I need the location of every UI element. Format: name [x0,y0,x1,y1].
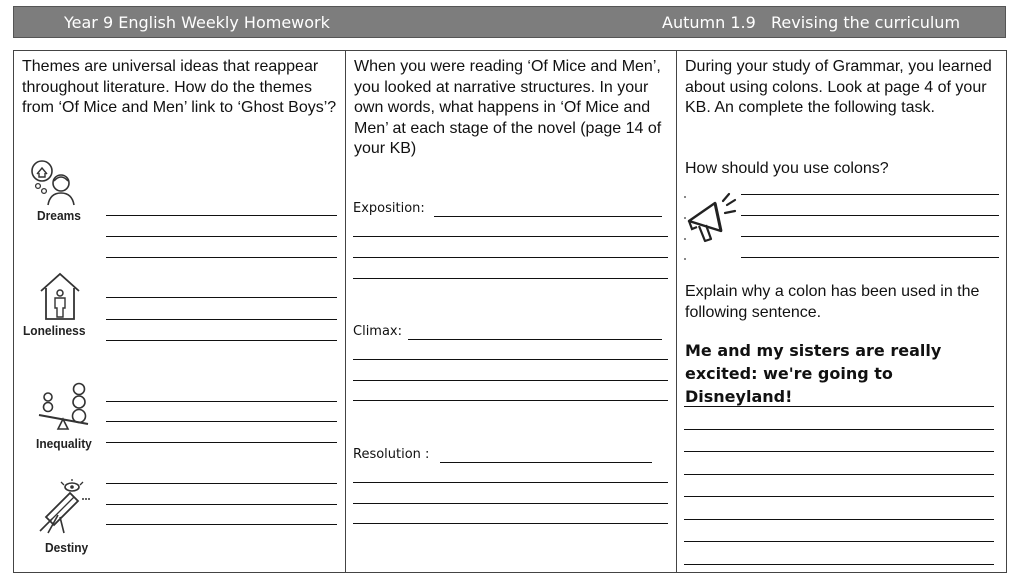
destiny-answer-line[interactable] [106,483,337,484]
explain-answer-line[interactable] [684,564,994,565]
climax-answer-line[interactable] [353,359,668,360]
homework-grid [13,50,1007,573]
colon-explain-question: Explain why a colon has been used in the following sentence. [685,283,980,321]
colon-usage-answer-line[interactable] [741,257,999,258]
loneliness-answer-line[interactable] [106,319,337,320]
grammar-column [677,51,1006,572]
resolution-answer-line[interactable] [353,523,668,524]
resolution-answer-line[interactable] [353,503,668,504]
explain-answer-line[interactable] [684,474,994,475]
topic-label: Revising the curriculum [771,13,961,32]
inequality-answer-line[interactable] [106,442,337,443]
colon-usage-answer-line[interactable] [741,215,999,216]
stage-label-exposition: Exposition: [353,201,425,216]
explain-answer-line[interactable] [684,429,994,430]
example-sentence: Me and my sisters are really excited: we're going to Disneyland! [685,341,942,406]
header-bar [13,6,1006,38]
explain-answer-line[interactable] [684,496,994,497]
term-label: Autumn 1.9 [662,13,756,32]
stage-label-resolution: Resolution : [353,447,430,462]
theme-label-dreams: Dreams [37,208,81,223]
exposition-answer-line[interactable] [353,236,668,237]
theme-label-inequality: Inequality [36,436,92,451]
inequality-answer-line[interactable] [106,401,337,402]
theme-label-destiny: Destiny [45,540,89,555]
narrative-prompt: When you were reading ‘Of Mice and Men’, you looked at narrative structures. In your own words, what happens in ‘Of Mice and Men’ at each stage of the novel (page 14 of your KB) [354,58,662,157]
colon-usage-answer-line[interactable] [741,236,999,237]
exposition-answer-line[interactable] [353,278,668,279]
dreams-answer-line[interactable] [106,215,337,216]
dream-thought-icon [28,159,80,207]
destiny-answer-line[interactable] [106,524,337,525]
stage-label-climax: Climax: [353,324,403,339]
bullet-dot [684,258,686,260]
megaphone-icon [685,191,737,245]
inequality-scale-icon [36,381,90,431]
climax-answer-line[interactable] [353,380,668,381]
explain-answer-line[interactable] [684,541,994,542]
theme-label-loneliness: Loneliness [23,323,86,338]
inequality-answer-line[interactable] [106,421,337,422]
exposition-answer-line[interactable] [353,257,668,258]
bullet-dot [684,238,686,240]
narrative-column [346,51,677,572]
lonely-house-icon [38,271,82,321]
themes-prompt: Themes are universal ideas that reappear throughout literature. How do the themes from ‘Of Mice and Men’ link to ‘Ghost Boys’? [22,58,337,116]
climax-answer-line[interactable] [408,339,662,340]
explain-answer-line[interactable] [684,406,994,407]
colon-usage-answer-line[interactable] [741,194,999,195]
dreams-answer-line[interactable] [106,236,337,237]
grammar-prompt: During your study of Grammar, you learned about using colons. Look at page 4 of your KB. An complete the following task. [685,58,992,116]
exposition-answer-line[interactable] [434,216,662,217]
loneliness-answer-line[interactable] [106,340,337,341]
bullet-dot [684,217,686,219]
colon-usage-question: How should you use colons? [685,160,889,177]
themes-column [14,51,346,572]
explain-answer-line[interactable] [684,519,994,520]
bullet-dot [684,196,686,198]
destiny-answer-line[interactable] [106,504,337,505]
resolution-answer-line[interactable] [440,462,652,463]
resolution-answer-line[interactable] [353,482,668,483]
worksheet-title: Year 9 English Weekly Homework [64,13,330,32]
explain-answer-line[interactable] [684,451,994,452]
loneliness-answer-line[interactable] [106,297,337,298]
dreams-answer-line[interactable] [106,257,337,258]
climax-answer-line[interactable] [353,400,668,401]
telescope-icon [36,479,92,535]
